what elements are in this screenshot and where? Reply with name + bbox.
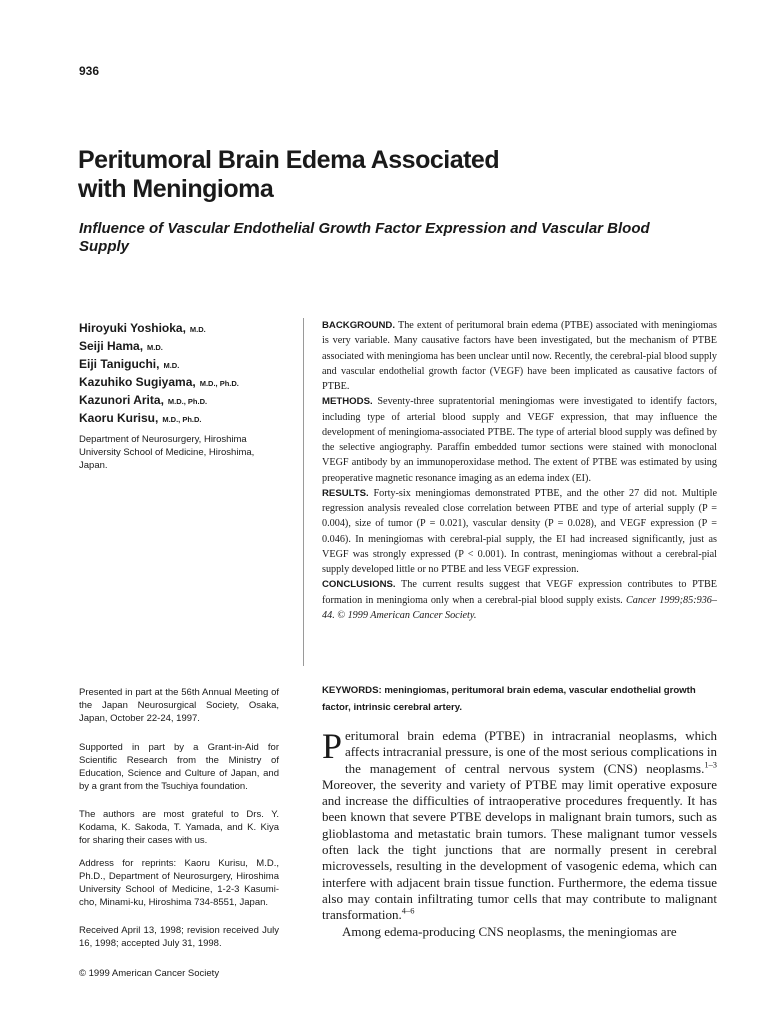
copyright: © 1999 American Cancer Society	[79, 968, 220, 979]
footnote-dates: Received April 13, 1998; revision received July 16, 1998; accepted July 31, 1998.	[79, 925, 279, 949]
abstract-methods	[322, 394, 717, 486]
conclusions-text: The current results suggest that VEGF expression contributes to PTBE formation in meningioma only when a cerebral-pial blood supply exists.	[322, 579, 717, 606]
author-degree: M.D.	[147, 343, 163, 352]
article-title	[78, 146, 698, 204]
methods-label: METHODS.	[322, 396, 373, 408]
results-text: Forty-six meningiomas demonstrated PTBE, and the other 27 did not. Multiple regression analysis revealed close correlation between PTBE and type of arterial supply (P = 0.004), size of tumor (P = 0.021), vascular density (P = 0.028), and VEGF expression (P = 0.046). In meningiomas with cerebral-pial supply, the EI had increased significantly, just as VEGF was strongly expressed (P < 0.001). In contrast, meningiomas without a cerebral-pial supply developed little or no PTBE and less VEGF expression.	[322, 487, 717, 575]
author-name: Kazuhiko Sugiyama,	[79, 375, 196, 389]
author-degree: M.D., Ph.D.	[167, 397, 208, 406]
author	[79, 392, 299, 410]
methods-text: Seventy-three supratentorial meningiomas were investigated to identify factors, including type of arterial blood supply and VEGF expression, that may influence the development of meningioma-associated PTBE. The type of arterial blood supply was defined by the selective angiography. Paraffin embedded tumor sections were stained with monoclonal VEGF antibody by an immunoperoxidase method. The extent of PTBE was estimated by using preoperative magnetic resonance imaging as an edema index (EI).	[322, 396, 717, 484]
results-label: RESULTS.	[322, 487, 369, 499]
abstract-background	[322, 318, 717, 394]
author-list	[79, 320, 299, 428]
body-paragraph: Among edema-producing CNS neoplasms, the meningiomas are	[342, 923, 677, 939]
body-text-run: Moreover, the severity and variety of PTBE may limit operative exposure and increase the difficulties of intraoperative procedures frequently. It has been known that severe PTBE develops in malignant brain tumors, such as glioblastoma and metastatic brain tumors. These malignant tumor vessels often lack the tight junctions that are normally present in cerebral microvessels, resulting in the development of vasogenic edema, which can interfere with adjacent brain tissue function. Furthermore, the edema tissue also may contain infiltrating tumor cells that may contribute to malignant transformation.	[322, 776, 717, 923]
author-name: Kaoru Kurisu,	[79, 411, 159, 425]
body-text	[322, 728, 717, 940]
author-name: Eiji Taniguchi,	[79, 357, 160, 371]
page-number: 936	[79, 64, 100, 78]
author	[79, 320, 299, 338]
title-line-2: with Meningioma	[78, 175, 274, 203]
author-name: Kazunori Arita,	[79, 393, 164, 407]
column-divider	[303, 318, 304, 666]
footnote-acknowledgments: The authors are most grateful to Drs. Y. Kodama, K. Sakoda, T. Yamada, and K. Kiya for sharing their cases with us.	[79, 809, 279, 846]
footnote-presented: Presented in part at the 56th Annual Meeting of the Japan Neurosurgical Society, Osaka, Japan, October 22-24, 1997.	[79, 687, 279, 724]
abstract-results	[322, 486, 717, 578]
reference-superscript: 4–6	[401, 905, 415, 916]
abstract-conclusions	[322, 577, 717, 623]
citation: Cancer 1999;85:936–44. © 1999 American Cancer Society.	[322, 594, 717, 621]
author	[79, 338, 299, 356]
drop-cap: P	[322, 726, 343, 766]
author	[79, 410, 299, 428]
footnote-address: Address for reprints: Kaoru Kurisu, M.D., Ph.D., Department of Neurosurgery, Hiroshima University School of Medicine, 1-2-3 Kasumi-cho, Minami-ku, Hiroshima 734-8551, Japan.	[79, 858, 279, 908]
affiliation: Department of Neurosurgery, Hiroshima University School of Medicine, Hiroshima, Japan.	[79, 434, 255, 471]
author-degree: M.D.	[163, 361, 180, 370]
body-text-run: eritumoral brain edema (PTBE) in intracranial neoplasms, which affects intracranial pressure, is one of the most serious complications in the management of central nervous system (CNS) neoplasms.	[345, 728, 717, 776]
article-subtitle: Influence of Vascular Endothelial Growth Factor Expression and Vascular Blood Supply	[79, 220, 650, 255]
author-name: Seiji Hama,	[79, 339, 144, 353]
title-line-1: Peritumoral Brain Edema Associated	[78, 146, 500, 174]
conclusions-label: CONCLUSIONS.	[322, 579, 396, 591]
author	[79, 356, 299, 374]
keywords: KEYWORDS: meningiomas, peritumoral brain edema, vascular endothelial growth factor, intrinsic cerebral artery.	[322, 685, 696, 713]
body-paragraph	[322, 728, 717, 924]
footnote-supported: Supported in part by a Grant-in-Aid for Scientific Research from the Ministry of Education, Science and Culture of Japan, and by a grant from the Tsuchiya foundation.	[79, 742, 279, 792]
author-name: Hiroyuki Yoshioka,	[79, 321, 186, 335]
author-degree: M.D.	[189, 325, 206, 334]
background-label: BACKGROUND.	[322, 320, 396, 331]
author	[79, 374, 299, 392]
author-degree: M.D., Ph.D.	[199, 379, 239, 388]
background-text: The extent of peritumoral brain edema (PTBE) associated with meningiomas is very variable. Many causative factors have been investigated, but the mechanism of PTBE associated with meningioma has been unclear until now. Recently, the cerebral-pial blood supply and vascular endothelial growth factor (VEGF) have been implicated as causative factors of PTBE.	[322, 320, 717, 392]
abstract	[322, 318, 717, 623]
reference-superscript: 1–3	[704, 759, 717, 770]
author-degree: M.D., Ph.D.	[162, 415, 202, 424]
